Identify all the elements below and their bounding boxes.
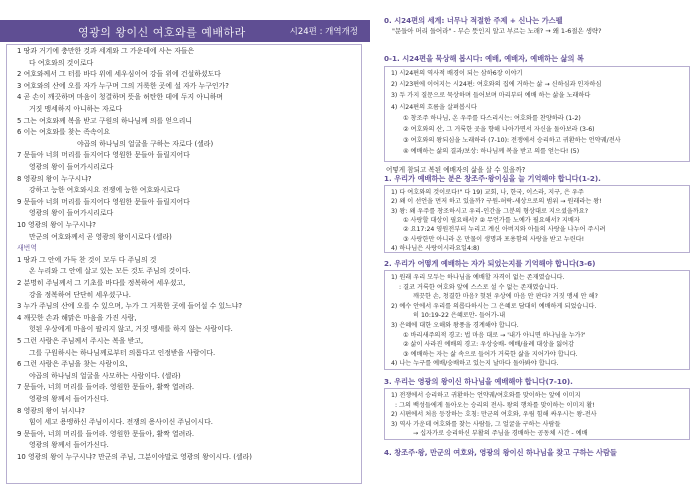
scripture-line: 8 영광의 왕이 누구시냐? (17, 174, 92, 183)
section-1-box (384, 185, 690, 253)
study-line: 3) 두 가지 질문으로 묵상하며 들어보며 마리부터 예배 하는 삶을 노래하다 (391, 92, 591, 100)
scripture-line: 4 곧 손이 깨끗하며 마음이 청결하며 뜻을 허탄한 데에 두지 아니하며 (17, 93, 224, 102)
scripture-line: 3 여호와의 산에 오를 자가 누구며 그의 거룩한 곳에 설 자가 누구인가? (17, 81, 229, 90)
study-line: : 그의 백성들에게 돌아오는 승리의 전사- 왕의 행차를 맞이하는 이미지 활! (395, 401, 595, 409)
scripture-box (6, 44, 362, 484)
translation-label: 새번역 (17, 244, 37, 253)
scripture-line: 2 여호와께서 그 터를 바다 위에 세우심이여 강들 위에 건설하셨도다 (17, 70, 221, 79)
section-01-heading: 0-1. 시24편을 묵상해 봅시다: 예배, 예배자, 예배하는 삶의 복 (384, 54, 584, 63)
study-line: ③ 사랑한만 아니라 온 만물이 생명과 포용함의 사랑을 받고 누린다! (403, 235, 585, 243)
scripture-line: 1 땅과 그 안에 가득 찬 것이 모두 다 주님의 것 (17, 255, 157, 264)
section-4-heading: 4. 창조주·왕, 만군의 여호와, 영광의 왕이신 하나님을 찾고 구하는 사람들 (384, 448, 617, 457)
scripture-line: 온 누리와 그 안에 살고 있는 모든 것도 주님의 것이다. (29, 267, 191, 276)
scripture-line: 영광의 왕께서 들어가신다. (29, 395, 109, 403)
scripture-line: 7 문들아, 너희 머리를 들어라. 영원한 문들아, 활짝 열려라. (17, 383, 195, 392)
section-0-line: "문들아 머리 들어라" - 무슨 뜻인지 알고 부르는 노래? → 왜 1-6절은 생략? (392, 27, 602, 35)
scripture-line: 거짓 맹세하지 아니하는 자로다 (29, 105, 123, 113)
study-line: 4) 하나님은 사랑이시라요일4:8) (391, 244, 480, 252)
study-line: → 십자가로 승리하신 부활의 주님을 경배하는 공동체 시간 - 예배 (413, 430, 588, 438)
scripture-line: 6 그런 사람은 주님을 찾는 사람이요, (17, 360, 128, 369)
study-line: 깨끗한 손, 청결한 마음? 헛된 우상에 마음 안 판다? 거짓 맹세 안 해? (413, 293, 598, 301)
scripture-line: 3 누가 주님의 산에 오를 수 있으며, 누가 그 거룩한 곳에 들어설 수 있느냐? (17, 302, 243, 311)
study-line: ③ 여호와의 왕되심을 노래하라 (7-10): 전쟁에서 승리하고 귀환하는 언약궤/전사 (403, 137, 621, 145)
page-subtitle: 시24편 : 개역개정 (289, 27, 358, 37)
study-line: 3) 은혜에 대한 오해와 왕풍을 경계해야 합니다. (391, 322, 519, 329)
scripture-line: 헛된 우상에게 마음이 팔리지 않고, 거짓 맹세를 하지 않는 사람이다. (29, 325, 233, 334)
study-line: : 결코 거룩한 여호와 앞에 스스로 설 수 없는 존재였습니다. (399, 283, 559, 291)
scripture-line: 만군의 여호와께서 곧 영광의 왕이시로다 (셀라) (29, 232, 172, 241)
scripture-line: 강하고 능한 여호와시요 전쟁에 능한 여호와시로다 (29, 186, 180, 195)
scripture-line: 강을 정복하여 단단히 세우셨구나. (29, 290, 131, 299)
scripture-line: 5 그런 사람은 주님께서 주시는 복을 받고, (17, 337, 144, 345)
study-line: 2) 시23편에 이어지는 시24편: 여호와의 집에 거하는 삶 → 신하심과 인자하심 (391, 81, 602, 89)
scripture-line: 야곱의 하나님의 얼굴을 구하는 자로다 (셀라) (77, 139, 214, 148)
study-line: ③ 예배하는 자는 삶 속으로 들어가 거룩한 삶을 지어가야 합니다. (403, 350, 578, 358)
study-line: ① 바리새주의적 경고: 법 마음 대로 → '내가 아니면 하나님을 누가?' (403, 331, 586, 339)
scripture-line: 2 분명히 주님께서 그 기초를 바다를 정복하여 세우셨고, (17, 279, 186, 287)
right-panel (374, 0, 694, 489)
scripture-line: 영광의 왕이 들어가시리로다 (29, 209, 114, 218)
scripture-line: 8 영광의 왕이 뉘시냐? (17, 406, 85, 415)
study-line: 4) 시24편의 흐름을 살펴봅시다 (391, 103, 477, 111)
section-01-box (384, 66, 690, 162)
section-1-heading: 1. 우리가 예배하는 분은 창조주·왕이심을 늘 기억해야 합니다(1-2). (384, 174, 601, 183)
study-line: ④ 예배하는 삶의 결과/보상: 하나님께 복을 받고 의를 얻는다! (5) (403, 148, 580, 156)
study-line: ② 여호와의 산, 그 거룩한 곳을 향해 나아가면서 자신을 돌아보라 (3-6) (403, 126, 595, 133)
intro-line: 어떻게 참되고 복된 예배자의 삶을 살 수 있을까? (386, 166, 526, 174)
scripture-line: 10 영광의 왕이 누구시냐? 만군의 주님, 그분이야말로 영광의 왕이시다. (셀라) (17, 453, 252, 461)
study-line: 히 10:19-22 은혜로만- 들어가-내 (413, 312, 506, 320)
scripture-line: 다 여호와의 것이로다 (29, 58, 94, 67)
study-line: 3) 왕: 왜 우주를 창조하시고 우리-인간을 그분의 형상대로 지으셨을까요? (391, 207, 589, 215)
study-line: ② 삶이 사라진 예배의 경고: 우상숭배- 예배/율례 대상을 잃어감 (403, 341, 575, 349)
study-line: ① 창조주 하나님, 온 우주를 다스리시는: 여호와를 찬양하라 (1-2) (403, 114, 581, 122)
study-line: 1) 다 여호와의 것이로다!" 다 19) 교회, 나, 한국, 이스라, 지구, 은 우주 (391, 189, 584, 196)
study-line: 4) 나는 누구를 예배/숭배하고 있는지 날마다 돌아봐야 합니다. (391, 360, 559, 368)
study-line: ① 사랑할 대상이 필요해서? ② 무언가를 노예가 필요해서? 지배자 (403, 216, 580, 224)
study-line: 1) 원래 우리 모두는 하나님을 예배할 자격이 없는 존재였습니다. (391, 274, 565, 281)
scripture-line: 힘이 세고 용맹하신 주님이시다. 전쟁의 용사이신 주님이시다. (29, 418, 213, 427)
page-title: 영광의 왕이신 여호와를 예배하라 (78, 26, 246, 39)
section-0-heading: 0. 시24편의 세계: 너무나 적절한 주제 + 신나는 가스펠 (384, 16, 563, 25)
study-line: ② 요17:24 영원전부터 누리고 계신 아버지와 아들의 사랑을 나누어 주시려 (403, 226, 606, 234)
section-2-box (384, 270, 690, 370)
scripture-line: 6 이는 여호와를 찾는 족속이요 (17, 128, 111, 137)
scripture-line: 1 땅과 거기에 충만한 것과 세계와 그 가운데에 사는 자들은 (17, 47, 195, 55)
study-line: 3) 역사 가운데 여호와를 찾는 사람들, 그 얼굴을 구하는 사람들 (391, 420, 561, 428)
section-3-box (384, 388, 690, 440)
study-line: 2) 왜 이 선언을 먼저 하고 있을까? 구원-허락-세상으로의 범위 → 원래라는 왕! (391, 198, 602, 206)
study-line: 2) 시편에서 처음 등장하는 호칭: 만군의 여호와, 우림 힘해 싸우시는 왕-전사 (391, 411, 597, 419)
scripture-line: 9 문들아 너희 머리를 들지어다 영원한 문들아 들릴지어다 (17, 197, 190, 206)
section-3-heading: 3. 우리는 영광의 왕이신 하나님을 예배해야 합니다(7-10). (384, 377, 573, 386)
study-line: 1) 시24편의 역사적 배경이 되는 삼하6장 이야기 (391, 70, 523, 77)
scripture-line: 그를 구원하시는 하나님께로부터 의롭다고 인정받을 사람이다. (29, 348, 216, 357)
scripture-line: 영광의 왕께서 들어가신다. (29, 441, 109, 450)
section-2-heading: 2. 우리가 어떻게 예배하는 자가 되었는지를 기억해야 합니다(3-6) (384, 259, 596, 268)
study-line: 2) 예수 안에서 우리를 의롭다하시는 그 은혜로 담대히 예배하게 되었습니다. (391, 302, 597, 310)
scripture-line: 10 영광의 왕이 누구시냐? (17, 221, 96, 229)
scripture-line: 영광의 왕이 들어가시리로다 (29, 163, 114, 171)
scripture-line: 7 문들아 너희 머리를 들지어다 영원한 문들아 들릴지어다 (17, 151, 190, 160)
scripture-line: 9 문들아, 너희 머리를 들어라. 영원한 문들아, 활짝 열려라. (17, 429, 195, 438)
scripture-line: 야곱의 하나님의 얼굴을 사모하는 사람이다. (셀라) (29, 371, 181, 380)
scripture-line: 5 그는 여호와께 복을 받고 구원의 하나님께 의를 얻으리니 (17, 116, 193, 125)
study-line: 1) 전쟁에서 승리하고 귀환하는 언약궤/여호와를 맞이하는 앞에 이미지 (391, 392, 581, 399)
scripture-line: 4 깨끗한 손과 해맑은 마음을 가진 사람, (17, 313, 137, 322)
title-banner (0, 20, 370, 42)
